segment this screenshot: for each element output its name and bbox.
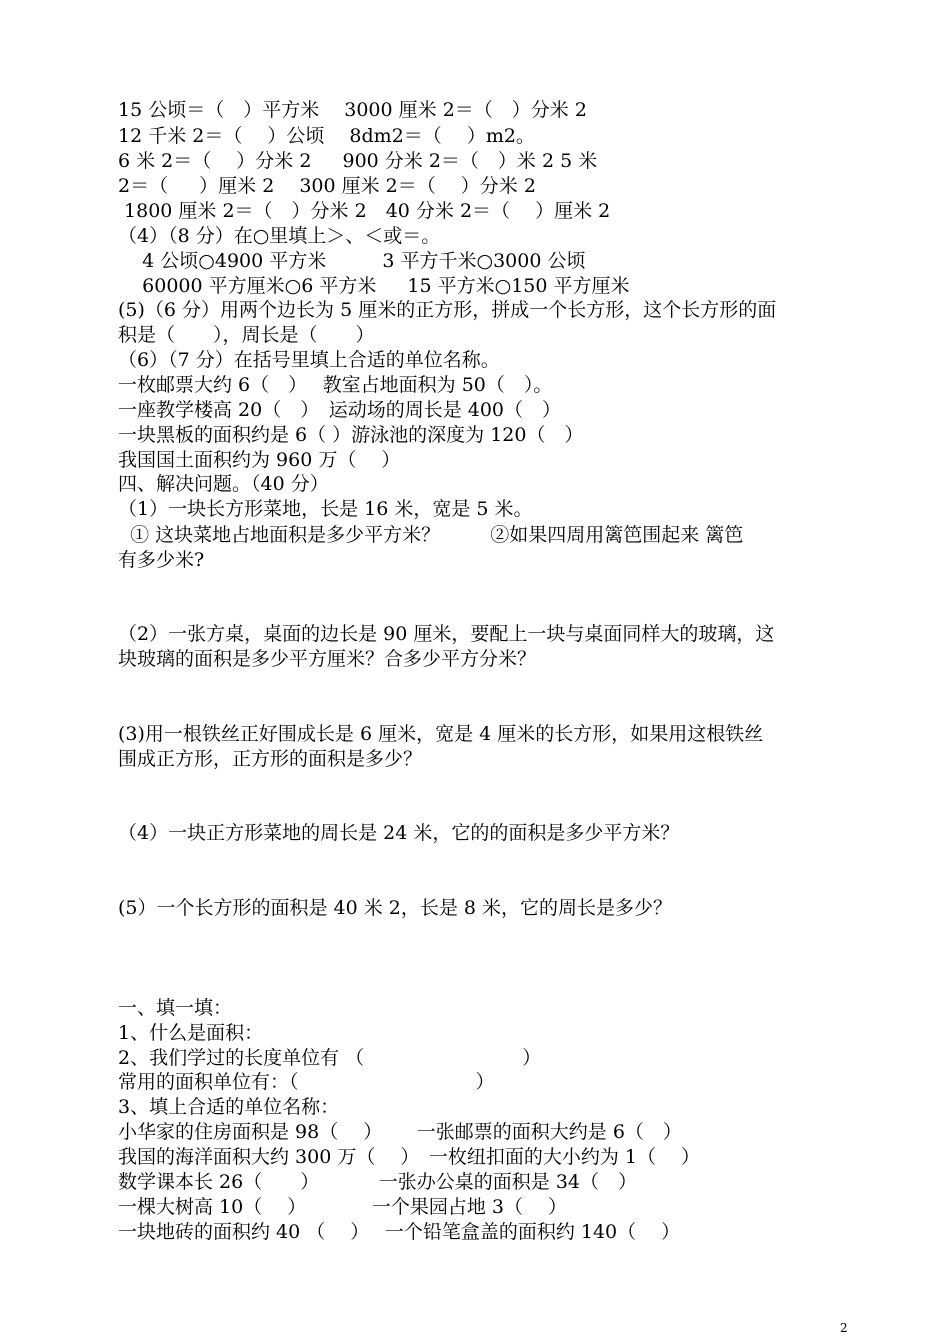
page-number: 2 <box>840 1321 848 1335</box>
fill-line-7: 数学课本长 26（ ） 一张办公桌的面积是 34（ ） <box>118 1171 638 1193</box>
question-5-line-2: 积是（ ），周长是（ ） <box>118 324 375 346</box>
units-line-1: 一枚邮票大约 6（ ） 教室占地面积为 50（ ）。 <box>118 374 553 396</box>
compare-line-2: 60000 平方厘米○6 平方米 15 平方米○150 平方厘米 <box>118 275 630 297</box>
compare-heading: （4）（8 分）在○里填上＞、＜或＝。 <box>118 225 441 247</box>
fill-line-9: 一块地砖的面积约 40 （ ） 一个铅笔盒盖的面积约 140（ ） <box>118 1221 681 1243</box>
question-5-line-1: (5)（6 分）用两个边长为 5 厘米的正方形，拼成一个长方形，这个长方形的面 <box>118 299 777 321</box>
units-line-4: 我国国土面积约为 960 万（ ） <box>118 449 401 471</box>
conversion-line-3: 6 米 2＝（ ）分米 2 900 分米 2＝（ ）米 2 5 米 <box>118 150 598 172</box>
conversion-line-1: 15 公顷＝（ ）平方米 3000 厘米 2＝（ ）分米 2 <box>118 99 587 121</box>
problem-3-line-1: (3)用一根铁丝正好围成长是 6 厘米，宽是 4 厘米的长方形，如果用这根铁丝 <box>118 723 764 745</box>
problem-1-line-1: （1）一块长方形菜地，长是 16 米，宽是 5 米。 <box>118 498 533 520</box>
fill-line-4: 3、填上合适的单位名称： <box>118 1096 340 1118</box>
units-heading: （6）（7 分）在括号里填上合适的单位名称。 <box>118 349 500 371</box>
conversion-line-2: 12 千米 2＝（ ）公顷 8dm2＝（ ）m2。 <box>118 125 535 147</box>
fill-line-3: 常用的面积单位有：（ ） <box>118 1071 495 1093</box>
conversion-line-4: 2＝（ ）厘米 2 300 厘米 2＝（ ）分米 2 <box>118 175 536 197</box>
problem-3-line-2: 围成正方形，正方形的面积是多少？ <box>118 748 423 770</box>
units-line-2: 一座教学楼高 20（ ） 运动场的周长是 400（ ） <box>118 399 562 421</box>
units-line-3: 一块黑板的面积约是 6（ ）游泳池的深度为 120（ ） <box>118 424 584 446</box>
fill-line-2: 2、我们学过的长度单位有 （ ） <box>118 1047 542 1069</box>
conversion-line-5: 1800 厘米 2＝（ ）分米 2 40 分米 2＝（ ）厘米 2 <box>118 200 611 222</box>
fill-line-8: 一棵大树高 10（ ） 一个果园占地 3（ ） <box>118 1196 568 1218</box>
problems-heading: 四、解决问题。（40 分） <box>118 473 329 495</box>
problem-4: （4）一块正方形菜地的周长是 24 米，它的的面积是多少平方米？ <box>118 822 680 844</box>
fill-line-1: 1、什么是面积： <box>118 1022 264 1044</box>
fill-heading: 一、填一填： <box>118 997 233 1019</box>
problem-2-line-2: 块玻璃的面积是多少平方厘米？合多少平方分米？ <box>118 648 537 670</box>
fill-line-6: 我国的海洋面积大约 300 万（ ） 一枚纽扣面的大小约为 1（ ） <box>118 1146 701 1168</box>
problem-2-line-1: （2）一张方桌，桌面的边长是 90 厘米，要配上一块与桌面同样大的玻璃，这 <box>118 623 775 645</box>
problem-1-line-3: 有多少米? <box>118 549 205 571</box>
problem-1-line-2: ① 这块菜地占地面积是多少平方米？ ②如果四周用篱笆围起来 篱笆 <box>118 524 744 546</box>
compare-line-1: 4 公顷○4900 平方米 3 平方千米○3000 公顷 <box>118 250 586 272</box>
fill-line-5: 小华家的住房面积是 98（ ） 一张邮票的面积大约是 6（ ） <box>118 1121 682 1143</box>
problem-5: (5）一个长方形的面积是 40 米 2，长是 8 米，它的周长是多少？ <box>118 897 673 919</box>
